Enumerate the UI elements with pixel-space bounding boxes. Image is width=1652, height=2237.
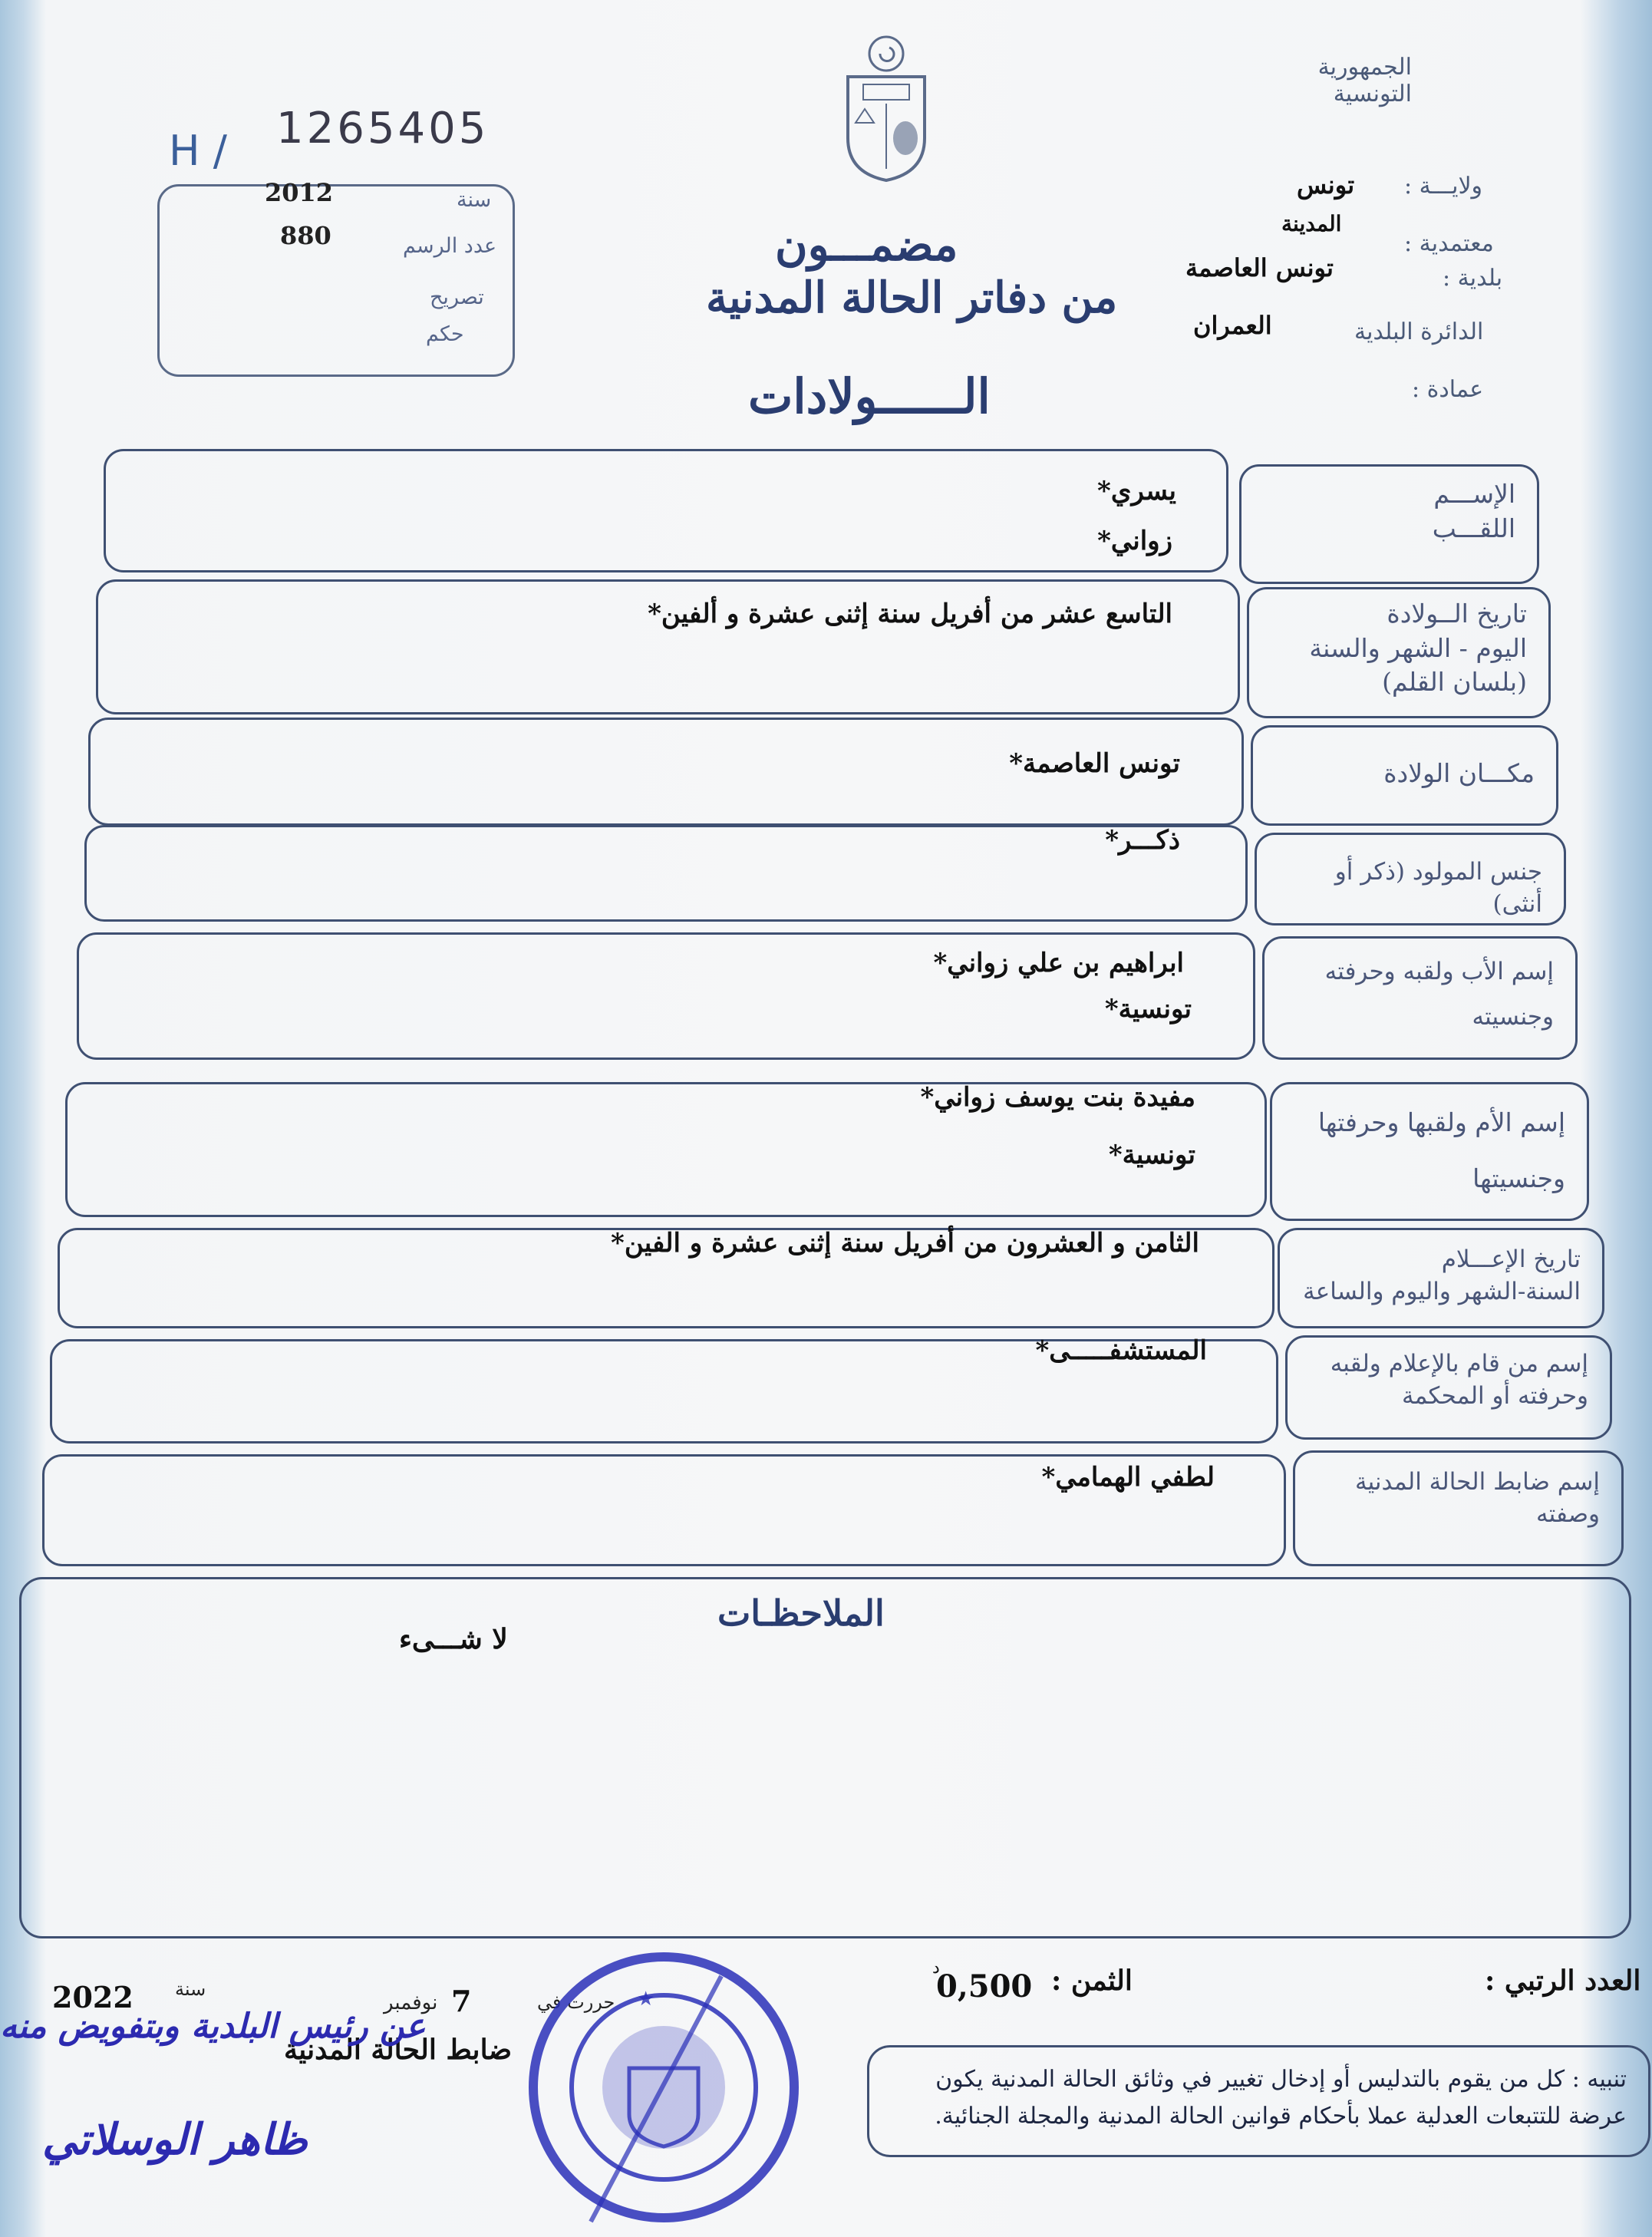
officer-label: ضابط الحالة المدنية xyxy=(284,2034,513,2066)
field-label-line: مكـــان الولادة xyxy=(1383,758,1535,788)
price-unit: د xyxy=(932,1958,940,1978)
field-label-line: إسم الأب ولقبه وحرفته xyxy=(1324,958,1554,985)
field-label-line: السنة-الشهر واليوم والساعة xyxy=(1303,1277,1581,1305)
motamadia-value: المدينة xyxy=(1281,211,1342,236)
legal-warning-text: تنبيه : كل من يقوم بالتدليس أو إدخال تغيير في وثائق الحالة المدنية يكون عرضة للتتبعات العدلية عملا بأحكام قوانين الحالة المدنية والمجلة الجنائية. xyxy=(935,2066,1627,2130)
field-value-birth-date: التاسع عشر من أفريل سنة إثنى عشرة و ألفين* xyxy=(648,599,1172,629)
value-box-sex xyxy=(84,825,1248,922)
field-value-mother-nationality: تونسية* xyxy=(1108,1140,1195,1170)
issue-year-label: سنة xyxy=(175,1978,206,2000)
field-value-surname: زواني* xyxy=(1097,526,1172,556)
field-label-line: جنس المولود (ذكر أو أنثى) xyxy=(1334,858,1542,918)
registry-number: 880 xyxy=(280,221,331,250)
label-box-father xyxy=(1262,936,1578,1060)
issue-day: 7 xyxy=(451,1984,472,2018)
field-label-line: إسم الأم ولقبها وحرفتها xyxy=(1317,1107,1565,1137)
label-box-birth-date xyxy=(1247,587,1551,718)
registry-declaration-label: تصريح xyxy=(430,285,484,309)
imada-label: عمادة : xyxy=(1412,376,1484,403)
field-value-birth-place: تونس العاصمة* xyxy=(1009,748,1180,779)
notes-value: لا شـــىء xyxy=(399,1623,508,1655)
field-value-declarant: المستشفـــــى* xyxy=(1035,1335,1207,1366)
title-line2: من دفاتر الحالة المدنية xyxy=(706,272,1118,323)
field-value-declaration-date: الثامن و العشرون من أفريل سنة إثنى عشرة و الفين* xyxy=(611,1228,1199,1259)
registry-year: 2012 xyxy=(265,178,334,207)
title-line3: الــــــولادات xyxy=(748,368,991,424)
registry-number-label: عدد الرسم xyxy=(403,234,497,258)
field-value-first-name: يسري* xyxy=(1097,476,1176,506)
field-label-line: وصفته xyxy=(1536,1500,1600,1528)
issue-month: نوفمبر xyxy=(384,1991,438,2014)
label-box-officer xyxy=(1293,1450,1624,1566)
legal-warning-box xyxy=(867,2045,1650,2157)
tunisia-emblem-icon xyxy=(833,31,940,184)
serial-prefix: H / xyxy=(169,127,227,175)
field-label-line: (بلسان القلم) xyxy=(1382,667,1527,698)
baladia-value: تونس العاصمة xyxy=(1185,253,1334,282)
field-label-line: وحرفته أو المحكمة xyxy=(1402,1381,1588,1410)
field-value-father-name: ابراهيم بن علي زواني* xyxy=(933,948,1184,978)
field-label-line: وجنسيتها xyxy=(1472,1163,1565,1193)
field-label-line: الإســـم xyxy=(1433,479,1515,509)
registry-box xyxy=(157,184,515,377)
field-label-line: وجنسيته xyxy=(1472,1002,1554,1031)
daira-label: الدائرة البلدية xyxy=(1354,318,1484,345)
label-box-declarant xyxy=(1285,1335,1612,1440)
wilaya-label: ولايـــة : xyxy=(1404,173,1483,200)
rank-number-label: العدد الرتبي : xyxy=(1485,1965,1641,1997)
field-label-line: إسم ضابط الحالة المدنية xyxy=(1354,1468,1600,1496)
label-box-sex xyxy=(1255,833,1566,925)
label-box-mother xyxy=(1270,1082,1589,1221)
label-box-birth-place xyxy=(1251,725,1558,826)
label-box-declaration-date xyxy=(1278,1228,1604,1328)
daira-value: العمران xyxy=(1193,311,1272,340)
baladia-label: بلدية : xyxy=(1443,265,1503,292)
title-line1: مضمـــون xyxy=(775,219,958,271)
price-label: الثمن : xyxy=(1051,1965,1133,1997)
registry-judgment-label: حكم xyxy=(426,322,464,346)
field-value-sex: ذكـــر* xyxy=(1105,825,1180,856)
notes-title: الملاحظـات xyxy=(717,1592,885,1634)
field-label-line: تاريخ الــولادة xyxy=(1387,599,1527,629)
registry-year-label: سنة xyxy=(457,188,492,212)
motamadia-label: معتمدية : xyxy=(1404,230,1494,257)
field-label-line: اللقـــب xyxy=(1432,513,1515,543)
wilaya-value: تونس xyxy=(1297,170,1355,200)
issue-year: 2022 xyxy=(52,1980,134,2014)
municipality-round-stamp-icon xyxy=(522,1945,806,2229)
signature-name-stamp: ظاهر الوسلاتي xyxy=(42,2114,308,2165)
field-value-mother-name: مفيدة بنت يوسف زواني* xyxy=(920,1082,1195,1113)
svg-text:★: ★ xyxy=(637,1988,655,2011)
signature-delegation-stamp: عن رئيس البلدية وبتفويض منه xyxy=(0,2007,426,2046)
field-label-line: اليوم - الشهر والسنة xyxy=(1309,632,1527,663)
label-box-name xyxy=(1239,464,1539,584)
field-label-line: إسم من قام بالإعلام ولقبه xyxy=(1330,1350,1588,1378)
field-label-line: تاريخ الإعـــلام xyxy=(1441,1246,1581,1273)
republic-header: الجمهورية التونسية xyxy=(1317,54,1412,107)
issued-in-label: حررت في xyxy=(537,1991,615,2013)
field-value-father-nationality: تونسية* xyxy=(1104,994,1192,1024)
field-value-officer: لطفي الهمامي* xyxy=(1041,1462,1215,1493)
value-box-name xyxy=(104,449,1228,572)
serial-number: 1265405 xyxy=(276,104,490,153)
price-value: 0,500 xyxy=(936,1968,1033,2004)
